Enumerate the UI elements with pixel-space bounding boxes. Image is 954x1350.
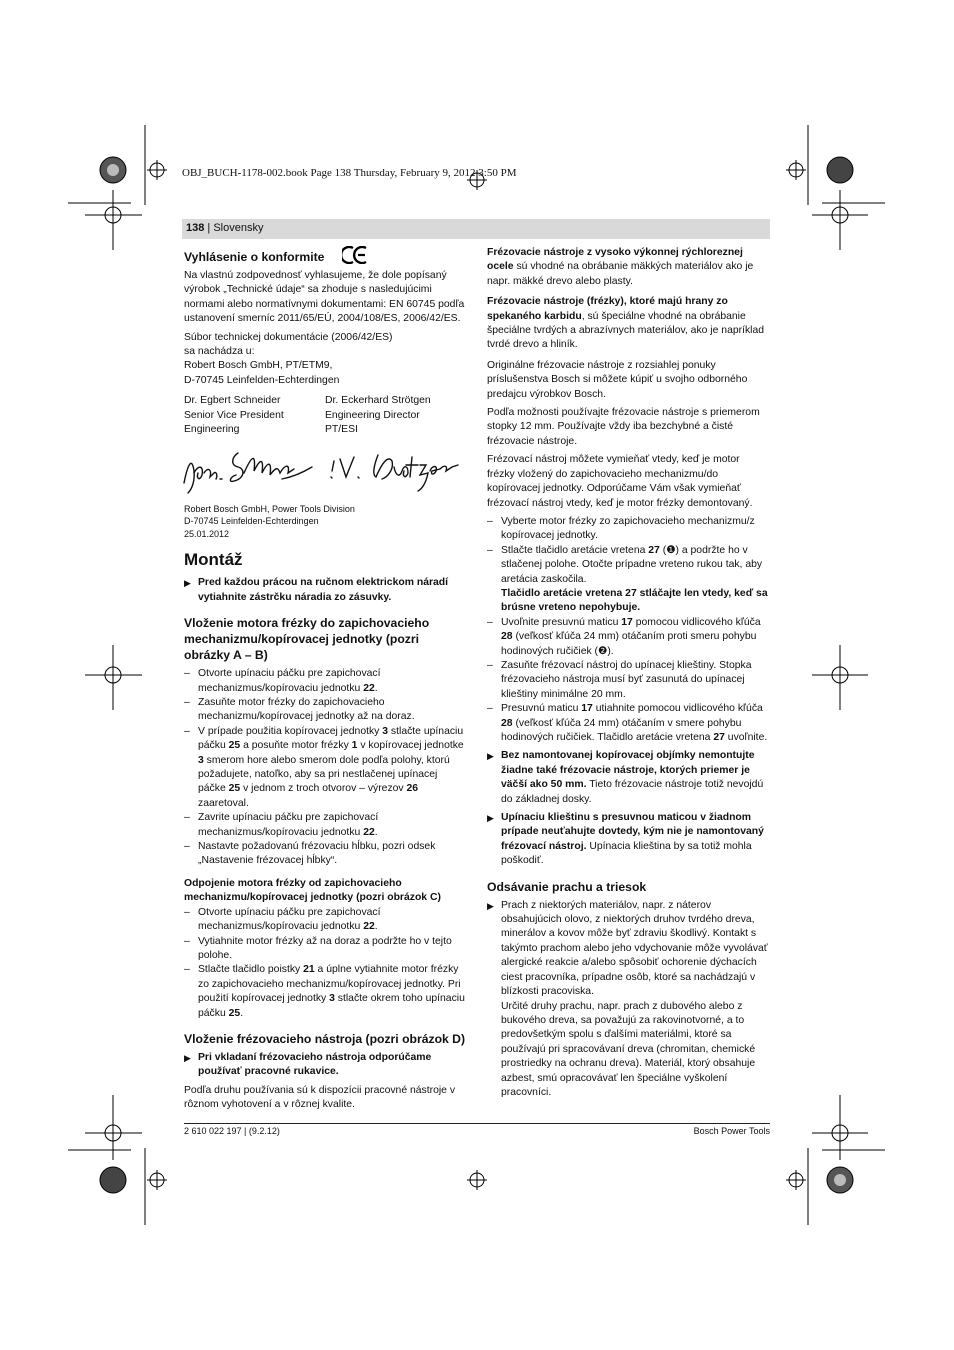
tech-file-line: Robert Bosch GmbH, PT/ETM9, xyxy=(184,360,333,372)
safety-warning: ▶ Pred každou prácou na ručnom elektrickom náradí vytiahnite zástrčku náradia zo zásuvky. xyxy=(184,577,449,603)
tech-file-line: D-70745 Leinfelden-Echterdingen xyxy=(184,374,340,386)
tool-step: – Vyberte motor frézky zo zapichovacieho mechanizmu/z kopírovacej jednotky. xyxy=(487,515,770,544)
dust-warning: ▶ Prach z niektorých materiálov, napr. z náterov obsahujúcich olovo, z niektorých druhov tvrdého dreva, minerálov a kovov môže byť zdraviu škodlivý. Kontakt s takýmto prachom alebo jeho vdychovanie môže vyvolávať alergické reakcie a/alebo spôsobiť ochorenie dýchacích ciest pracovníka, prípadne osôb, ktoré sa nachádzajú v blízkosti pracoviska. xyxy=(487,899,768,998)
triangle-bullet-icon: ▶ xyxy=(487,900,494,911)
page-header: 138 | Slovensky xyxy=(186,222,264,234)
signer-name: Dr. Egbert Schneider xyxy=(184,395,281,407)
ce-mark-icon xyxy=(342,246,368,264)
gloves-warning: ▶ Pri vkladaní frézovacieho nástroja odporúčame používať pracovné rukavice. xyxy=(184,1051,432,1078)
tool-step: – Presuvnú maticu 17 utiahnite pomocou vidlicového kľúča 28 (veľkosť kľúča 24 mm) otáčaním v smere pohybu hodinových ručičiek. Tlačidlo aretácie vretena 27 uvoľnite. xyxy=(487,702,770,745)
signer-1 xyxy=(184,394,325,437)
carbide-paragraph: Frézovacie nástroje (frézky), ktoré majú hrany zo spekaného karbidu, sú špeciálne vhodné na obrábanie špeciálne tvrdých a abrazívnych materiálov, ako je napríklad tvrdé drevo a hliník. xyxy=(487,296,765,351)
signer-role: Engineering Director xyxy=(325,409,420,421)
handwritten-signatures xyxy=(182,443,466,495)
tool-step: – Zasuňte frézovací nástroj do upínacej klieštiny. Stopka frézovacieho nástroja musí byť zasunutá do upínacej klieštiny minimálne 20 mm. xyxy=(487,659,770,702)
change-paragraph: Frézovací nástroj môžete vymieňať vtedy, keď je motor frézky vložený do zapichovacieho mechanizmu/do kopírovacej jednotky. Odporúčame Vám však vymieňať frézovací nástroj vtedy, keď je motor frézky demontovaný. xyxy=(487,454,753,509)
motor-detach-heading: Odpojenie motora frézky od zapichovacieho mechanizmu/kopírovacej jednotky (pozri obrázok C) xyxy=(184,877,441,904)
triangle-bullet-icon: ▶ xyxy=(184,1052,191,1063)
company-line: D-70745 Leinfelden-Echterdingen xyxy=(184,516,319,527)
company-line: Robert Bosch GmbH, Power Tools Division xyxy=(184,503,355,514)
motor-step: – Otvorte upínaciu páčku pre zapichovací mechanizmus/kopírovaciu jednotku 22. xyxy=(184,667,466,696)
signer-name: Dr. Eckerhard Strötgen xyxy=(325,395,431,407)
signatories xyxy=(184,394,466,437)
motor-step: – Zavrite upínaciu páčku pre zapichovací mechanizmus/kopírovaciu jednotku 22. xyxy=(184,811,466,840)
triangle-bullet-icon: ▶ xyxy=(487,751,494,762)
conformity-text: Na vlastnú zodpovednosť vyhlasujeme, že dole popísaný výrobok „Technické údaje“ sa zhoduje s nasledujúcimi normami alebo normatívnymi dokumentami: EN 60745 podľa ustanovení smerníc 2011/65/EÚ, 2004/108/ES, 2006/42/ES. xyxy=(184,270,465,325)
signer-dept: PT/ESI xyxy=(325,424,358,436)
footer-brand: Bosch Power Tools xyxy=(693,1126,770,1136)
montaz-heading: Montáž xyxy=(184,550,243,570)
dust-paragraph: Určité druhy prachu, napr. prach z dubového alebo z bukového dreva, sa považujú za rakovinotvorné, a to predovšetkým spolu s ďalšími materiálmi, ktoré sa používajú pri spracovávaní dreva (chromitan, chemické prostriedky na ochranu dreva). Materiál, ktorý obsahuje azbest, smú opracovávať len špeciálne vyškolení pracovníci. xyxy=(501,1000,756,1098)
page-number: 138 xyxy=(186,222,205,234)
tech-file-line: sa nachádza u: xyxy=(184,346,255,358)
book-tag: OBJ_BUCH-1178-002.book Page 138 Thursday, February 9, 2012 3:50 PM xyxy=(182,167,517,179)
shank-paragraph: Podľa možnosti používajte frézovacie nástroje s priemerom stopky 12 mm. Používajte vždy iba bezchybné a čisté frézovacie nástroje. xyxy=(487,407,760,447)
page-language: Slovensky xyxy=(213,222,264,234)
header-bar xyxy=(182,219,770,239)
collet-warning: ▶ Upínaciu klieštinu s presuvnou maticou v žiadnom prípade neuťahujte dovtedy, kým nie je namontovaný frézovací nástroj. Upínacia klieština by sa totiž mohla poškodiť. xyxy=(487,812,764,867)
detach-step: – Stlačte tlačidlo poistky 21 a úplne vytiahnite motor frézky zo zapichovacieho mechanizmu/kopírovacej jednotky. Pri použití kopírovacej jednotky 3 stlačte okrem toho upínaciu páčku 25. xyxy=(184,963,466,1021)
tool-step: – Uvoľnite presuvnú maticu 17 pomocou vidlicového kľúča 28 (veľkosť kľúča 24 mm) otáčaním proti smeru pohybu hodinových ručičiek (❷). xyxy=(487,616,770,659)
company-date: 25.01.2012 xyxy=(184,528,230,539)
tech-file-line: Súbor technickej dokumentácie (2006/42/ES) xyxy=(184,331,393,343)
triangle-bullet-icon: ▶ xyxy=(487,813,494,824)
triangle-bullet-icon: ▶ xyxy=(184,578,191,589)
detach-step: – Vytiahnite motor frézky až na doraz a podržte ho v tejto polohe. xyxy=(184,935,466,964)
motor-step: – Zasuňte motor frézky do zapichovacieho mechanizmu/kopírovacej jednotky až na doraz. xyxy=(184,696,466,725)
conformity-heading: Vyhlásenie o konformite xyxy=(184,246,466,265)
tool-insert-heading: Vloženie frézovacieho nástroja (pozri obrázok D) xyxy=(184,1031,466,1046)
detach-step: – Otvorte upínaciu páčku pre zapichovací mechanizmus/kopírovaciu jednotku 22. xyxy=(184,906,466,935)
accessories-paragraph: Originálne frézovacie nástroje z rozsiahlej ponuky príslušenstva Bosch si môžete kúpiť u svojho odborného predajcu výrobkov Bosch. xyxy=(487,359,748,400)
dust-heading: Odsávanie prachu a triesok xyxy=(487,879,647,894)
diameter-warning: ▶ Bez namontovanej kopírovacej objímky nemontujte žiadne také frézovacie nástroje, ktorých priemer je väčší ako 50 mm. Tieto frézovacie nástroje totiž nevojdú do základnej dosky. xyxy=(487,750,764,805)
signer-role: Senior Vice President xyxy=(184,409,284,421)
left-column xyxy=(184,246,466,1113)
motor-step: – Nastavte požadovanú frézovaciu hĺbku, pozri odsek „Nastavenie frézovacej hĺbky“. xyxy=(184,840,466,869)
tool-step: – Stlačte tlačidlo aretácie vretena 27 (❶) a podržte ho v stlačenej polohe. Otočte prípadne vreteno rukou tak, aby aretácia zaskočila. Tlačidlo aretácie vretena 27 stláčajte len vtedy, keď sa brúsne vreteno nepohybuje. xyxy=(487,544,770,616)
footer-doc-number: 2 610 022 197 | (9.2.12) xyxy=(184,1126,280,1136)
motor-step: – V prípade použitia kopírovacej jednotky 3 stlačte upínaciu páčku 25 a posuňte motor frézky 1 v kopírovacej jednotke 3 smerom hore alebo smerom dole podľa polohy, ktorú požadujete, natoľko, aby sa pri nestlačenej upínacej páčke 25 v jednom z troch otvorov – výrezov 26 zaaretoval. xyxy=(184,725,466,811)
signer-dept: Engineering xyxy=(184,424,240,436)
motor-insert-heading: Vloženie motora frézky do zapichovacieho mechanizmu/kopírovacej jednotky (pozri obrázky A – B) xyxy=(184,616,430,663)
hss-paragraph: Frézovacie nástroje z vysoko výkonnej rýchloreznej ocele sú vhodné na obrábanie mäkkých materiálov ako je napr. mäkké drevo alebo plasty. xyxy=(487,247,754,287)
right-column xyxy=(487,246,770,1100)
footer-rule xyxy=(184,1123,770,1124)
tool-text: Podľa druhu používania sú k dispozícii pracovné nástroje v rôznom vyhotovení a v rôznej kvalite. xyxy=(184,1084,456,1111)
signer-2 xyxy=(325,394,466,437)
